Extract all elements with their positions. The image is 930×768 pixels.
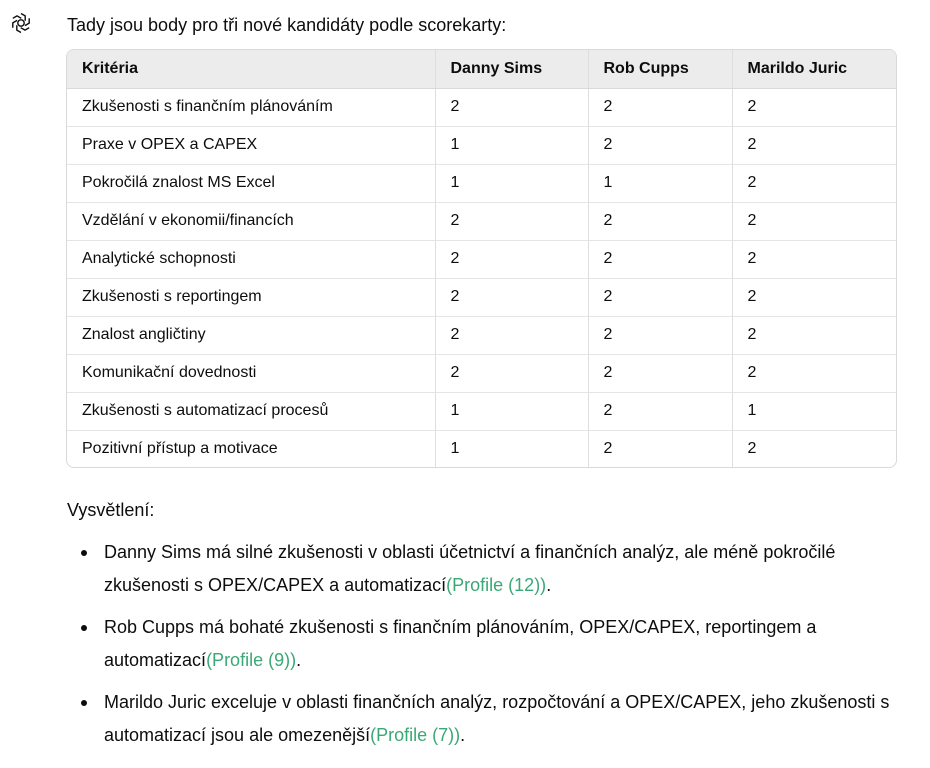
- score-cell: 2: [732, 88, 896, 126]
- table-row: [67, 126, 896, 164]
- list-item-text: Rob Cupps má bohaté zkušenosti s finančním plánováním, OPEX/CAPEX, reportingem a automatizací: [104, 617, 817, 670]
- score-cell: 2: [732, 164, 896, 202]
- citation-link[interactable]: (Profile (7)): [370, 725, 461, 745]
- score-cell: 2: [588, 316, 732, 354]
- criteria-cell: Vzdělání v ekonomii/financích: [67, 202, 435, 240]
- score-cell: 2: [732, 240, 896, 278]
- score-cell: 2: [588, 126, 732, 164]
- score-cell: 2: [588, 240, 732, 278]
- score-cell: 2: [732, 316, 896, 354]
- header-criteria: Kritéria: [67, 50, 435, 88]
- score-cell: 1: [435, 164, 588, 202]
- score-cell: 2: [435, 354, 588, 392]
- table-row: [67, 88, 896, 126]
- score-cell: 1: [732, 392, 896, 430]
- criteria-cell: Analytické schopnosti: [67, 240, 435, 278]
- table-row: [67, 278, 896, 316]
- score-cell: 2: [732, 202, 896, 240]
- score-cell: 2: [588, 392, 732, 430]
- table-row: [67, 392, 896, 430]
- list-item-end: .: [460, 725, 466, 745]
- table-row: [67, 164, 896, 202]
- list-item-text: Danny Sims má silné zkušenosti v oblasti účetnictví a finančních analýz, ale méně pokročilé zkušenosti s OPEX/CAPEX a automatizací: [104, 542, 836, 595]
- score-cell: 2: [588, 430, 732, 468]
- scorecard-table: [66, 49, 897, 468]
- list-item: [67, 611, 897, 677]
- criteria-cell: Komunikační dovednosti: [67, 354, 435, 392]
- score-cell: 2: [435, 240, 588, 278]
- score-cell: 1: [435, 430, 588, 468]
- score-cell: 1: [435, 392, 588, 430]
- explanation-list: [67, 536, 897, 761]
- criteria-cell: Zkušenosti s automatizací procesů: [67, 392, 435, 430]
- table-row: [67, 240, 896, 278]
- score-cell: 2: [435, 202, 588, 240]
- list-item: [67, 686, 897, 752]
- table-row: [67, 202, 896, 240]
- score-cell: 2: [435, 278, 588, 316]
- criteria-cell: Praxe v OPEX a CAPEX: [67, 126, 435, 164]
- score-cell: 2: [588, 354, 732, 392]
- criteria-cell: Zkušenosti s finančním plánováním: [67, 88, 435, 126]
- score-cell: 2: [732, 354, 896, 392]
- score-cell: 2: [588, 202, 732, 240]
- list-item-end: .: [296, 650, 302, 670]
- criteria-cell: Pozitivní přístup a motivace: [67, 430, 435, 468]
- score-cell: 2: [732, 278, 896, 316]
- score-cell: 2: [588, 88, 732, 126]
- list-item: [67, 536, 897, 602]
- criteria-cell: Zkušenosti s reportingem: [67, 278, 435, 316]
- criteria-cell: Znalost angličtiny: [67, 316, 435, 354]
- header-danny-sims: Danny Sims: [435, 50, 588, 88]
- score-cell: 2: [435, 88, 588, 126]
- list-item-end: .: [546, 575, 552, 595]
- table-row: [67, 354, 896, 392]
- score-cell: 2: [588, 278, 732, 316]
- score-cell: 2: [732, 126, 896, 164]
- openai-logo-icon: [9, 11, 33, 35]
- header-rob-cupps: Rob Cupps: [588, 50, 732, 88]
- list-item-text: Marildo Juric exceluje v oblasti finančních analýz, rozpočtování a OPEX/CAPEX, jeho zkušenosti s automatizací jsou ale omezenější: [104, 692, 890, 745]
- score-cell: 2: [747, 440, 757, 458]
- citation-link[interactable]: (Profile (12)): [446, 575, 547, 595]
- header-marildo-juric: Marildo Juric: [732, 50, 896, 88]
- criteria-cell: Pokročilá znalost MS Excel: [67, 164, 435, 202]
- table-row: [67, 430, 896, 468]
- score-cell: 1: [435, 126, 588, 164]
- score-cell: 2: [435, 316, 588, 354]
- citation-link[interactable]: (Profile (9)): [206, 650, 297, 670]
- table-row: [67, 316, 896, 354]
- score-cell: 1: [588, 164, 732, 202]
- explanation-title: Vysvětlení:: [67, 500, 155, 520]
- intro-text: Tady jsou body pro tři nové kandidáty podle scorekarty:: [67, 15, 507, 35]
- table-header-row: [67, 50, 896, 88]
